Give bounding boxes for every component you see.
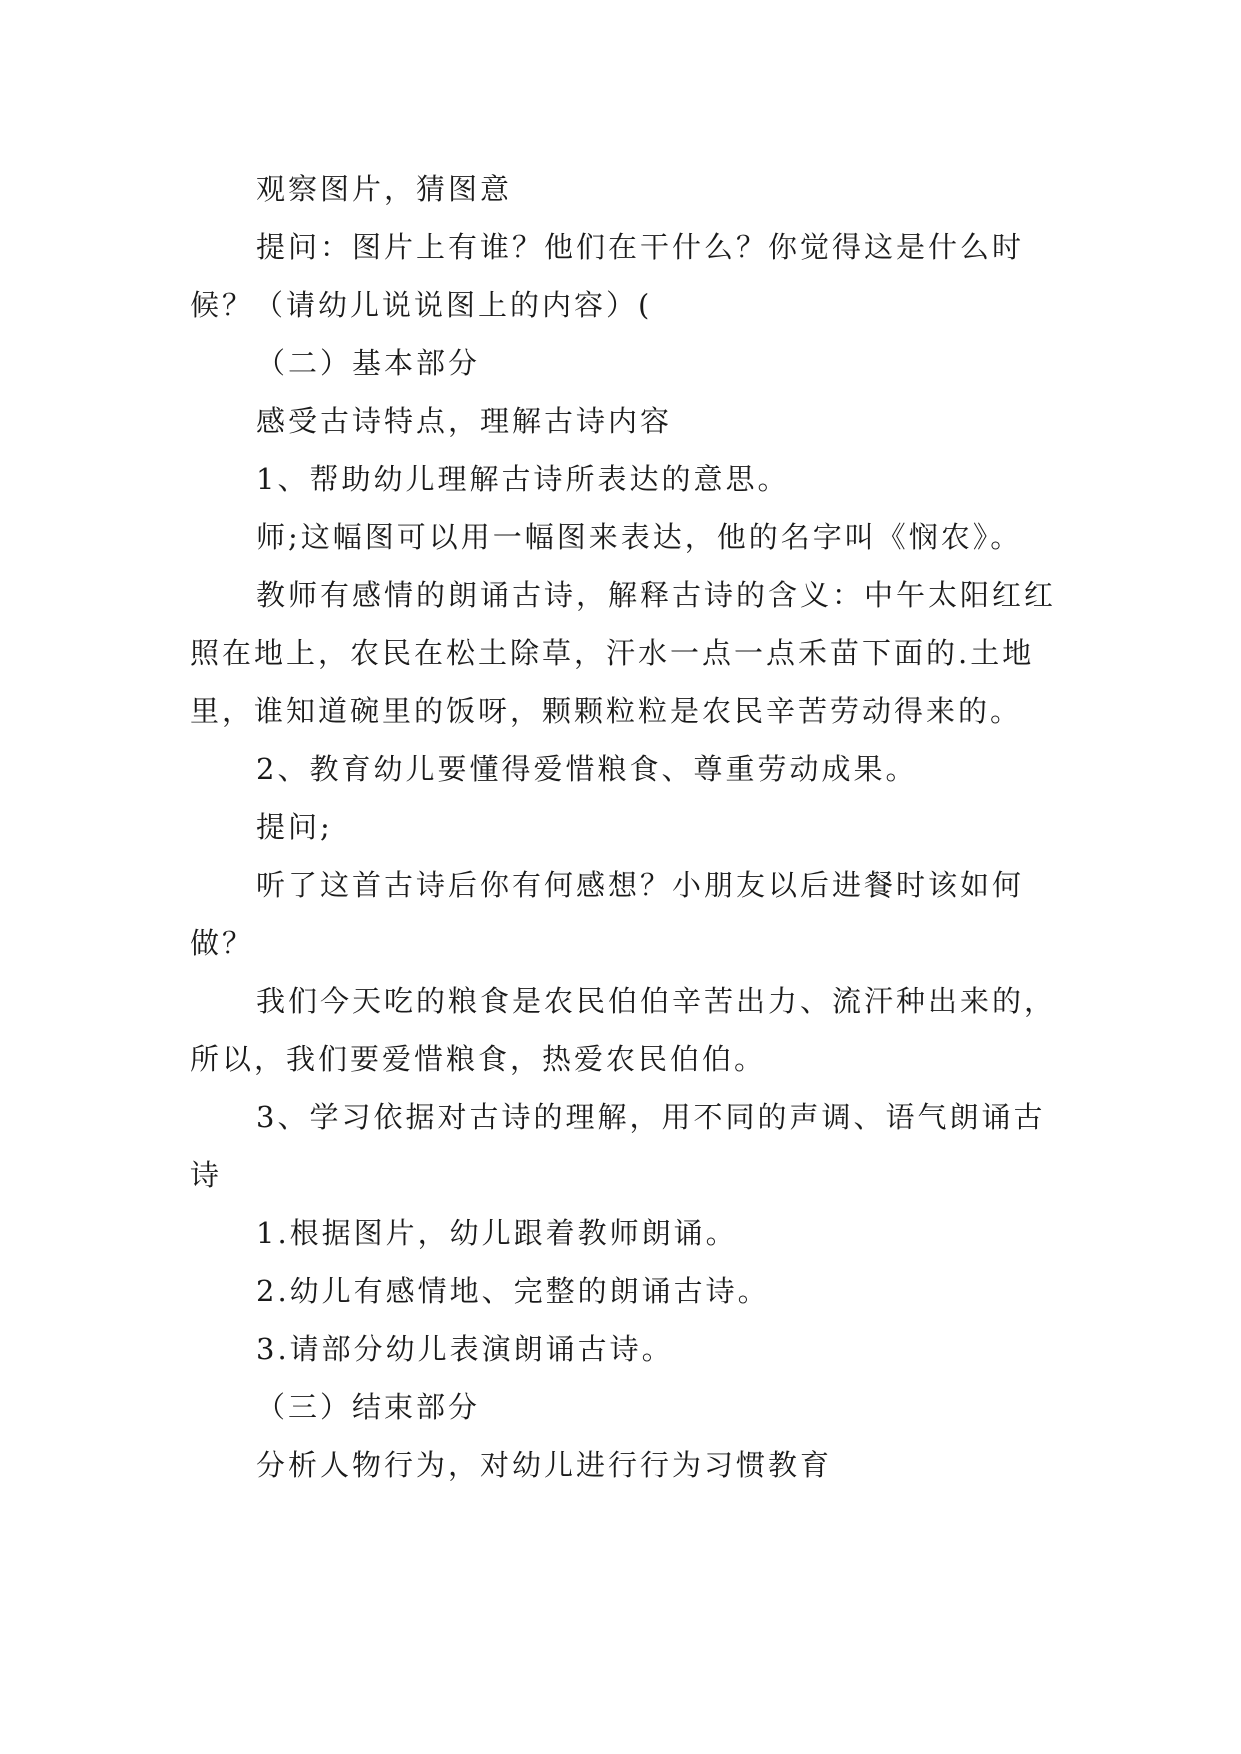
paragraph-feel-poem: 感受古诗特点，理解古诗内容 [256, 404, 673, 438]
paragraph-explanation: 教师有感情的朗诵古诗，解释古诗的含义：中午太阳红红照在地上，农民在松土除草，汗水一点一点禾苗下面的.土地里，谁知道碗里的饭呀，颗颗粒粒是农民辛苦劳动得来的。 [190, 578, 1057, 728]
paragraph-ask: 提问; [256, 810, 333, 844]
paragraph-reflection-question: 听了这首古诗后你有何感想？小朋友以后进餐时该如何做？ [190, 868, 1025, 960]
paragraph-observe-picture: 观察图片，猜图意 [256, 172, 513, 206]
paragraph-cherish-food: 我们今天吃的粮食是农民伯伯辛苦出力、流汗种出来的，所以，我们要爱惜粮食，热爱农民伯伯。 [190, 984, 1057, 1076]
paragraph-step-2: 2、教育幼儿要懂得爱惜粮食、尊重劳动成果。 [256, 752, 918, 786]
paragraph-behavior-education: 分析人物行为，对幼儿进行行为习惯教育 [256, 1448, 833, 1482]
section-heading-ending: （三）结束部分 [256, 1390, 481, 1424]
paragraph-step-1: 1、帮助幼儿理解古诗所表达的意思。 [256, 462, 790, 496]
list-item-1: 1.根据图片，幼儿跟着教师朗诵。 [256, 1216, 738, 1250]
paragraph-step-3: 3、学习依据对古诗的理解，用不同的声调、语气朗诵古诗 [190, 1100, 1046, 1192]
paragraph-teacher-intro: 师;这幅图可以用一幅图来表达，他的名字叫《悯农》。 [256, 520, 1023, 554]
list-item-3: 3.请部分幼儿表演朗诵古诗。 [256, 1332, 674, 1366]
list-item-2: 2.幼儿有感情地、完整的朗诵古诗。 [256, 1274, 770, 1308]
section-heading-basic: （二）基本部分 [256, 346, 481, 380]
paragraph-questions: 提问：图片上有谁？他们在干什么？你觉得这是什么时候？（请幼儿说说图上的内容）( [190, 230, 1025, 322]
document-body [190, 160, 1060, 1494]
